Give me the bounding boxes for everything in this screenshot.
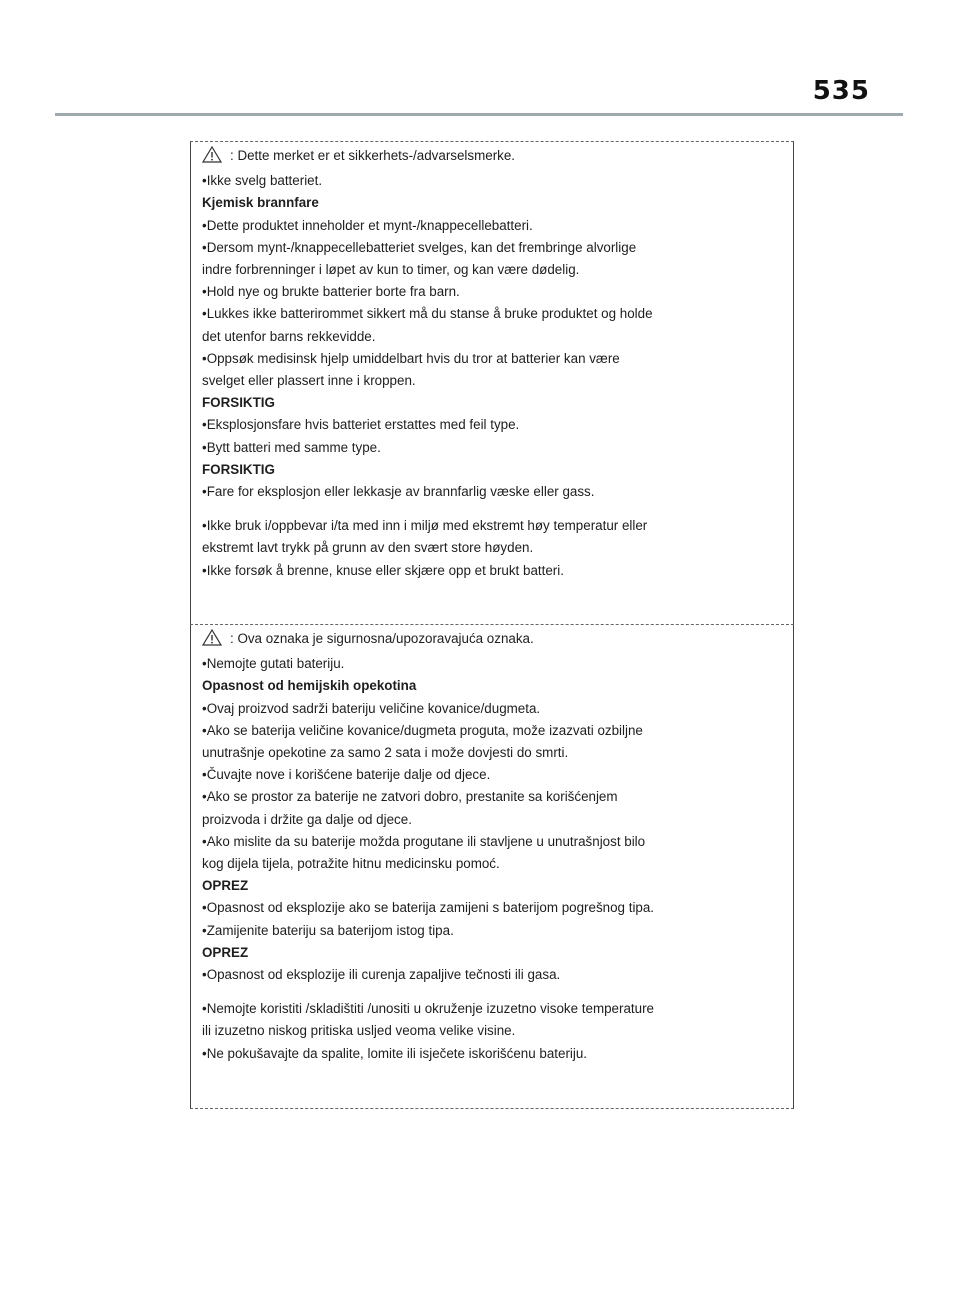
text-line: •Čuvajte nove i korišćene baterije dalje od djece. bbox=[202, 767, 491, 783]
text-line: unutrašnje opekotine za samo 2 sata i može dovjesti do smrti. bbox=[202, 745, 569, 761]
text-line: ili izuzetno niskog pritiska usljed veoma velike visine. bbox=[202, 1023, 516, 1039]
text-line: indre forbrenninger i løpet av kun to timer, og kan være dødelig. bbox=[202, 262, 580, 278]
text-line: •Nemojte koristiti /skladištiti /unositi u okruženje izuzetno visoke temperature bbox=[202, 1001, 654, 1017]
text-line: proizvoda i držite ga dalje od djece. bbox=[202, 811, 412, 827]
norwegian-section bbox=[202, 145, 782, 582]
text-line: •Ikke bruk i/oppbevar i/ta med inn i miljø med ekstremt høy temperatur eller bbox=[202, 518, 648, 534]
text-line: •Ovaj proizvod sadrži bateriju veličine kovanice/dugmeta. bbox=[202, 700, 541, 716]
text-line: kog dijela tijela, potražite hitnu medicinsku pomoć. bbox=[202, 856, 500, 872]
text-line: •Ako se prostor za baterije ne zatvori dobro, prestanite sa korišćenjem bbox=[202, 789, 618, 805]
caution-heading: FORSIKTIG bbox=[202, 395, 275, 411]
caution-heading: OPREZ bbox=[202, 878, 249, 894]
warning-symbol-row bbox=[202, 145, 782, 170]
text-line: •Fare for eksplosjon eller lekkasje av brannfarlig væske eller gass. bbox=[202, 484, 595, 500]
text-line: •Lukkes ikke batterirommet sikkert må du stanse å bruke produktet og holde bbox=[202, 306, 653, 322]
text-line: •Ikke forsøk å brenne, knuse eller skjære opp et brukt batteri. bbox=[202, 562, 564, 578]
text-line: •Dersom mynt-/knappecellebatteriet svelges, kan det frembringe alvorlige bbox=[202, 239, 637, 255]
text-line: •Hold nye og brukte batterier borte fra barn. bbox=[202, 284, 460, 300]
text-line: ekstremt lavt trykk på grunn av den svært store høyden. bbox=[202, 540, 534, 556]
text-line: •Oppsøk medisinsk hjelp umiddelbart hvis du tror at batterier kan være bbox=[202, 350, 620, 366]
text-line: det utenfor barns rekkevidde. bbox=[202, 328, 376, 344]
text-line: •Opasnost od eksplozije ako se baterija zamijeni s baterijom pogrešnog tipa. bbox=[202, 900, 655, 916]
text-line: •Ako mislite da su baterije možda progutane ili stavljene u unutrašnjost bilo bbox=[202, 833, 646, 849]
warning-triangle-icon bbox=[202, 146, 222, 170]
spacer bbox=[202, 503, 782, 515]
page-number: 535 bbox=[812, 76, 870, 106]
caution-heading: FORSIKTIG bbox=[202, 461, 275, 477]
text-line: •Eksplosjonsfare hvis batteriet erstattes med feil type. bbox=[202, 417, 520, 433]
text-line: •Ako se baterija veličine kovanice/dugmeta proguta, može izazvati ozbiljne bbox=[202, 722, 643, 738]
section-heading: Kjemisk brannfare bbox=[202, 195, 319, 211]
section-heading: Opasnost od hemijskih opekotina bbox=[202, 678, 417, 694]
text-line: •Zamijenite bateriju sa baterijom istog tipa. bbox=[202, 922, 454, 938]
warning-symbol-text: : Dette merket er et sikkerhets-/advarselsmerke. bbox=[230, 148, 516, 163]
text-line: •Dette produktet inneholder et mynt-/knappecellebatteri. bbox=[202, 217, 533, 233]
text-line: •Ne pokušavajte da spalite, lomite ili isječete iskorišćenu bateriju. bbox=[202, 1045, 588, 1061]
text-line: svelget eller plassert inne i kroppen. bbox=[202, 373, 416, 389]
warning-symbol-text: : Ova oznaka je sigurnosna/upozoravajuća oznaka. bbox=[230, 631, 534, 646]
text-line: •Nemojte gutati bateriju. bbox=[202, 656, 345, 672]
croatian-section bbox=[202, 628, 782, 1065]
text-line: •Opasnost od eksplozije ili curenja zapaljive tečnosti ili gasa. bbox=[202, 967, 561, 983]
header-rule bbox=[55, 113, 903, 116]
warning-triangle-icon bbox=[202, 629, 222, 653]
section-divider bbox=[190, 624, 794, 625]
warning-symbol-row bbox=[202, 628, 782, 653]
text-line: •Ikke svelg batteriet. bbox=[202, 173, 323, 189]
text-line: •Bytt batteri med samme type. bbox=[202, 439, 381, 455]
caution-heading: OPREZ bbox=[202, 944, 249, 960]
spacer bbox=[202, 986, 782, 998]
